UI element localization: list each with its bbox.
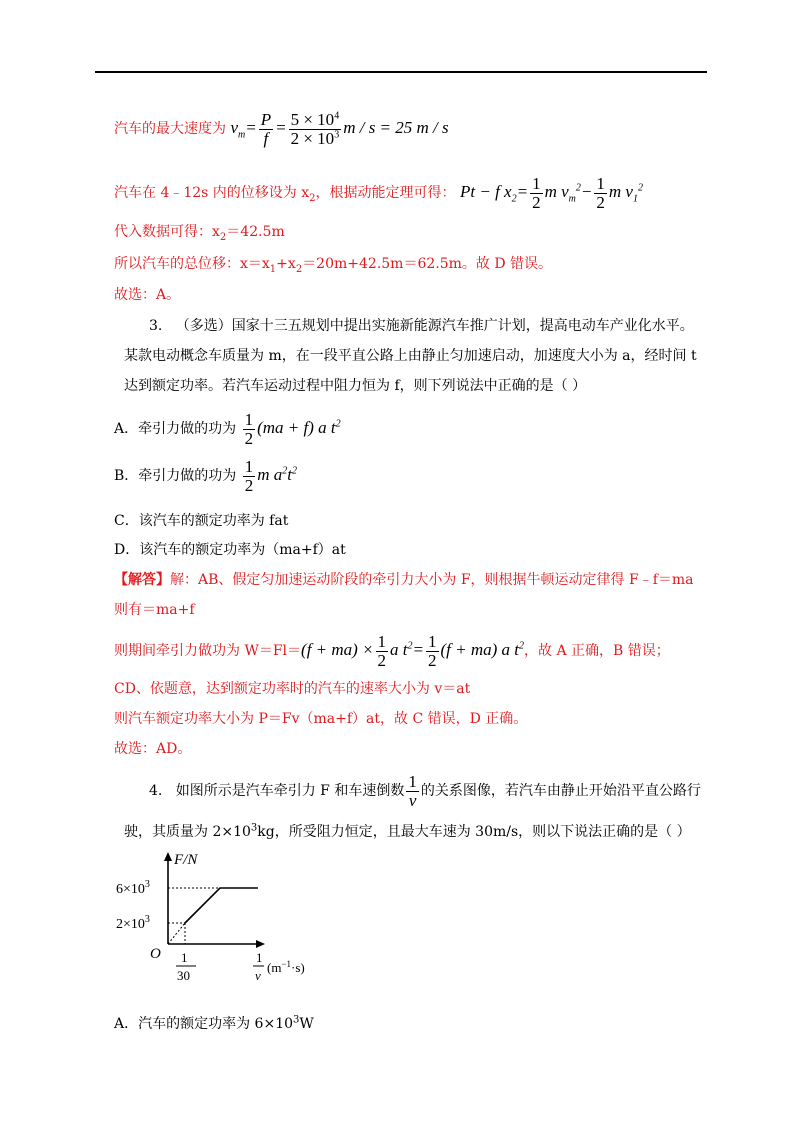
total-displacement-line: 所以汽车的总位移：$x=x_1+x_2=20m+42.5m=62.5m$。故 D 错误。	[114, 256, 553, 275]
displacement-line: 汽车在 4﹣12s 内的位移设为 $x_2$，根据动能定理可得： Pt − f $x_2=$ $\frac{1}{2}$ m $v_m^2-$ $\frac{1}{2}$ m $v_1^2$	[114, 173, 643, 212]
work-formula: (f + ma) × $\frac{1}{2}$ a $t^2=$ $\frac{1}{2}$ (f + ma) a $t^2$	[301, 631, 525, 670]
answer-line5: 则汽车额定功率大小为 P＝Fv（ma+f）at，故 C 错误，D 正确。	[114, 711, 528, 727]
y-tick-low-label: $2\times 10^3$	[116, 914, 150, 932]
y-tick-top-label: $6\times 10^3$	[116, 879, 150, 897]
answer-line6: 故选：AD。	[114, 741, 192, 757]
x-label-denominator: v	[255, 968, 261, 983]
x-label-unit: $(m^{-1}\cdot s)$	[267, 959, 305, 975]
question-3-line1: 3. （多选）国家十三五规划中提出实施新能源汽车推广计划，提高电动车产业化水平。	[149, 318, 694, 334]
substitute-line: 代入数据可得：$x_2=42.5m$	[114, 224, 285, 243]
x-tick-denominator: 30	[177, 968, 190, 983]
force-velocity-graph	[110, 848, 350, 993]
choice-answer-a: 故选：A。	[114, 287, 181, 303]
question-3-option-a: A．牵引力做的功为 $\frac{1}{2}$ (ma + f) a $t^2$	[114, 409, 341, 448]
force-curve	[185, 888, 258, 923]
kinetic-energy-formula: Pt − f $x_2=$ $\frac{1}{2}$ m $v_m^2-$ $\frac{1}{2}$ m $v_1^2$	[459, 173, 643, 212]
question-3-option-c: C．该汽车的额定功率为 fat	[114, 513, 289, 529]
answer-line1: 【解答】解：AB、假定匀加速运动阶段的牵引力大小为 F，则根据牛顿运动定律得 F﹣f＝ma	[114, 572, 694, 588]
question-4-option-a: A．汽车的额定功率为 $6\times 10^3W$	[114, 1014, 314, 1032]
question-3-line2: 某款电动概念车质量为 m，在一段平直公路上由静止匀加速启动，加速度大小为 a，经时间 t	[124, 348, 697, 364]
answer-line4: CD、依题意，达到额定功率时的汽车的速率大小为 v＝at	[114, 681, 471, 697]
answer-work-line: 则期间牵引力做功为 W＝Fl＝(f + ma) × $\frac{1}{2}$ a $t^2=$ $\frac{1}{2}$ (f + ma) a $t^2$，故 A 正确，B 错误；	[114, 631, 670, 670]
answer-tag: 【解答】	[114, 572, 170, 588]
max-speed-line: 汽车的最大速度为 $v_m=$ $\frac{P}{f}$ = $\frac{5 \times 10^4}{2 \times 10^3}$ m / s = 25 m / s	[114, 109, 449, 148]
y-axis-label: F/N	[174, 852, 198, 868]
question-3-option-d: D．该汽车的额定功率为（ma+f）at	[114, 542, 346, 558]
header-rule	[95, 71, 707, 73]
extension-guide-line	[168, 923, 185, 944]
y-axis-arrow	[164, 852, 172, 861]
origin-label: O	[150, 946, 161, 962]
question-3-line3: 达到额定功率。若汽车运动过程中阻力恒为 f，则下列说法中正确的是（ ）	[124, 378, 587, 394]
x-label-numerator: 1	[256, 950, 263, 965]
x-axis-arrow	[256, 940, 265, 948]
question-3-option-b: B．牵引力做的功为 $\frac{1}{2}$ m $a^2t^2$	[114, 456, 298, 495]
answer-line2: 则有＝ma+f	[114, 602, 195, 618]
question-4-line2: 驶，其质量为 $2\times 10^3kg$，所受阻力恒定，且最大车速为 30m/s，则以下说法正确的是（ ）	[124, 822, 691, 840]
x-tick-numerator: 1	[181, 950, 188, 965]
max-speed-formula: $v_m=$ $\frac{P}{f}$ = $\frac{5 \times 10^4}{2 \times 10^3}$ m / s = 25 m / s	[230, 109, 449, 148]
question-4-line1: 4. 如图所示是汽车牵引力 F 和车速倒数 $\frac{1}{v}$ 的关系图像，若汽车由静止开始沿平直公路行	[149, 771, 701, 810]
